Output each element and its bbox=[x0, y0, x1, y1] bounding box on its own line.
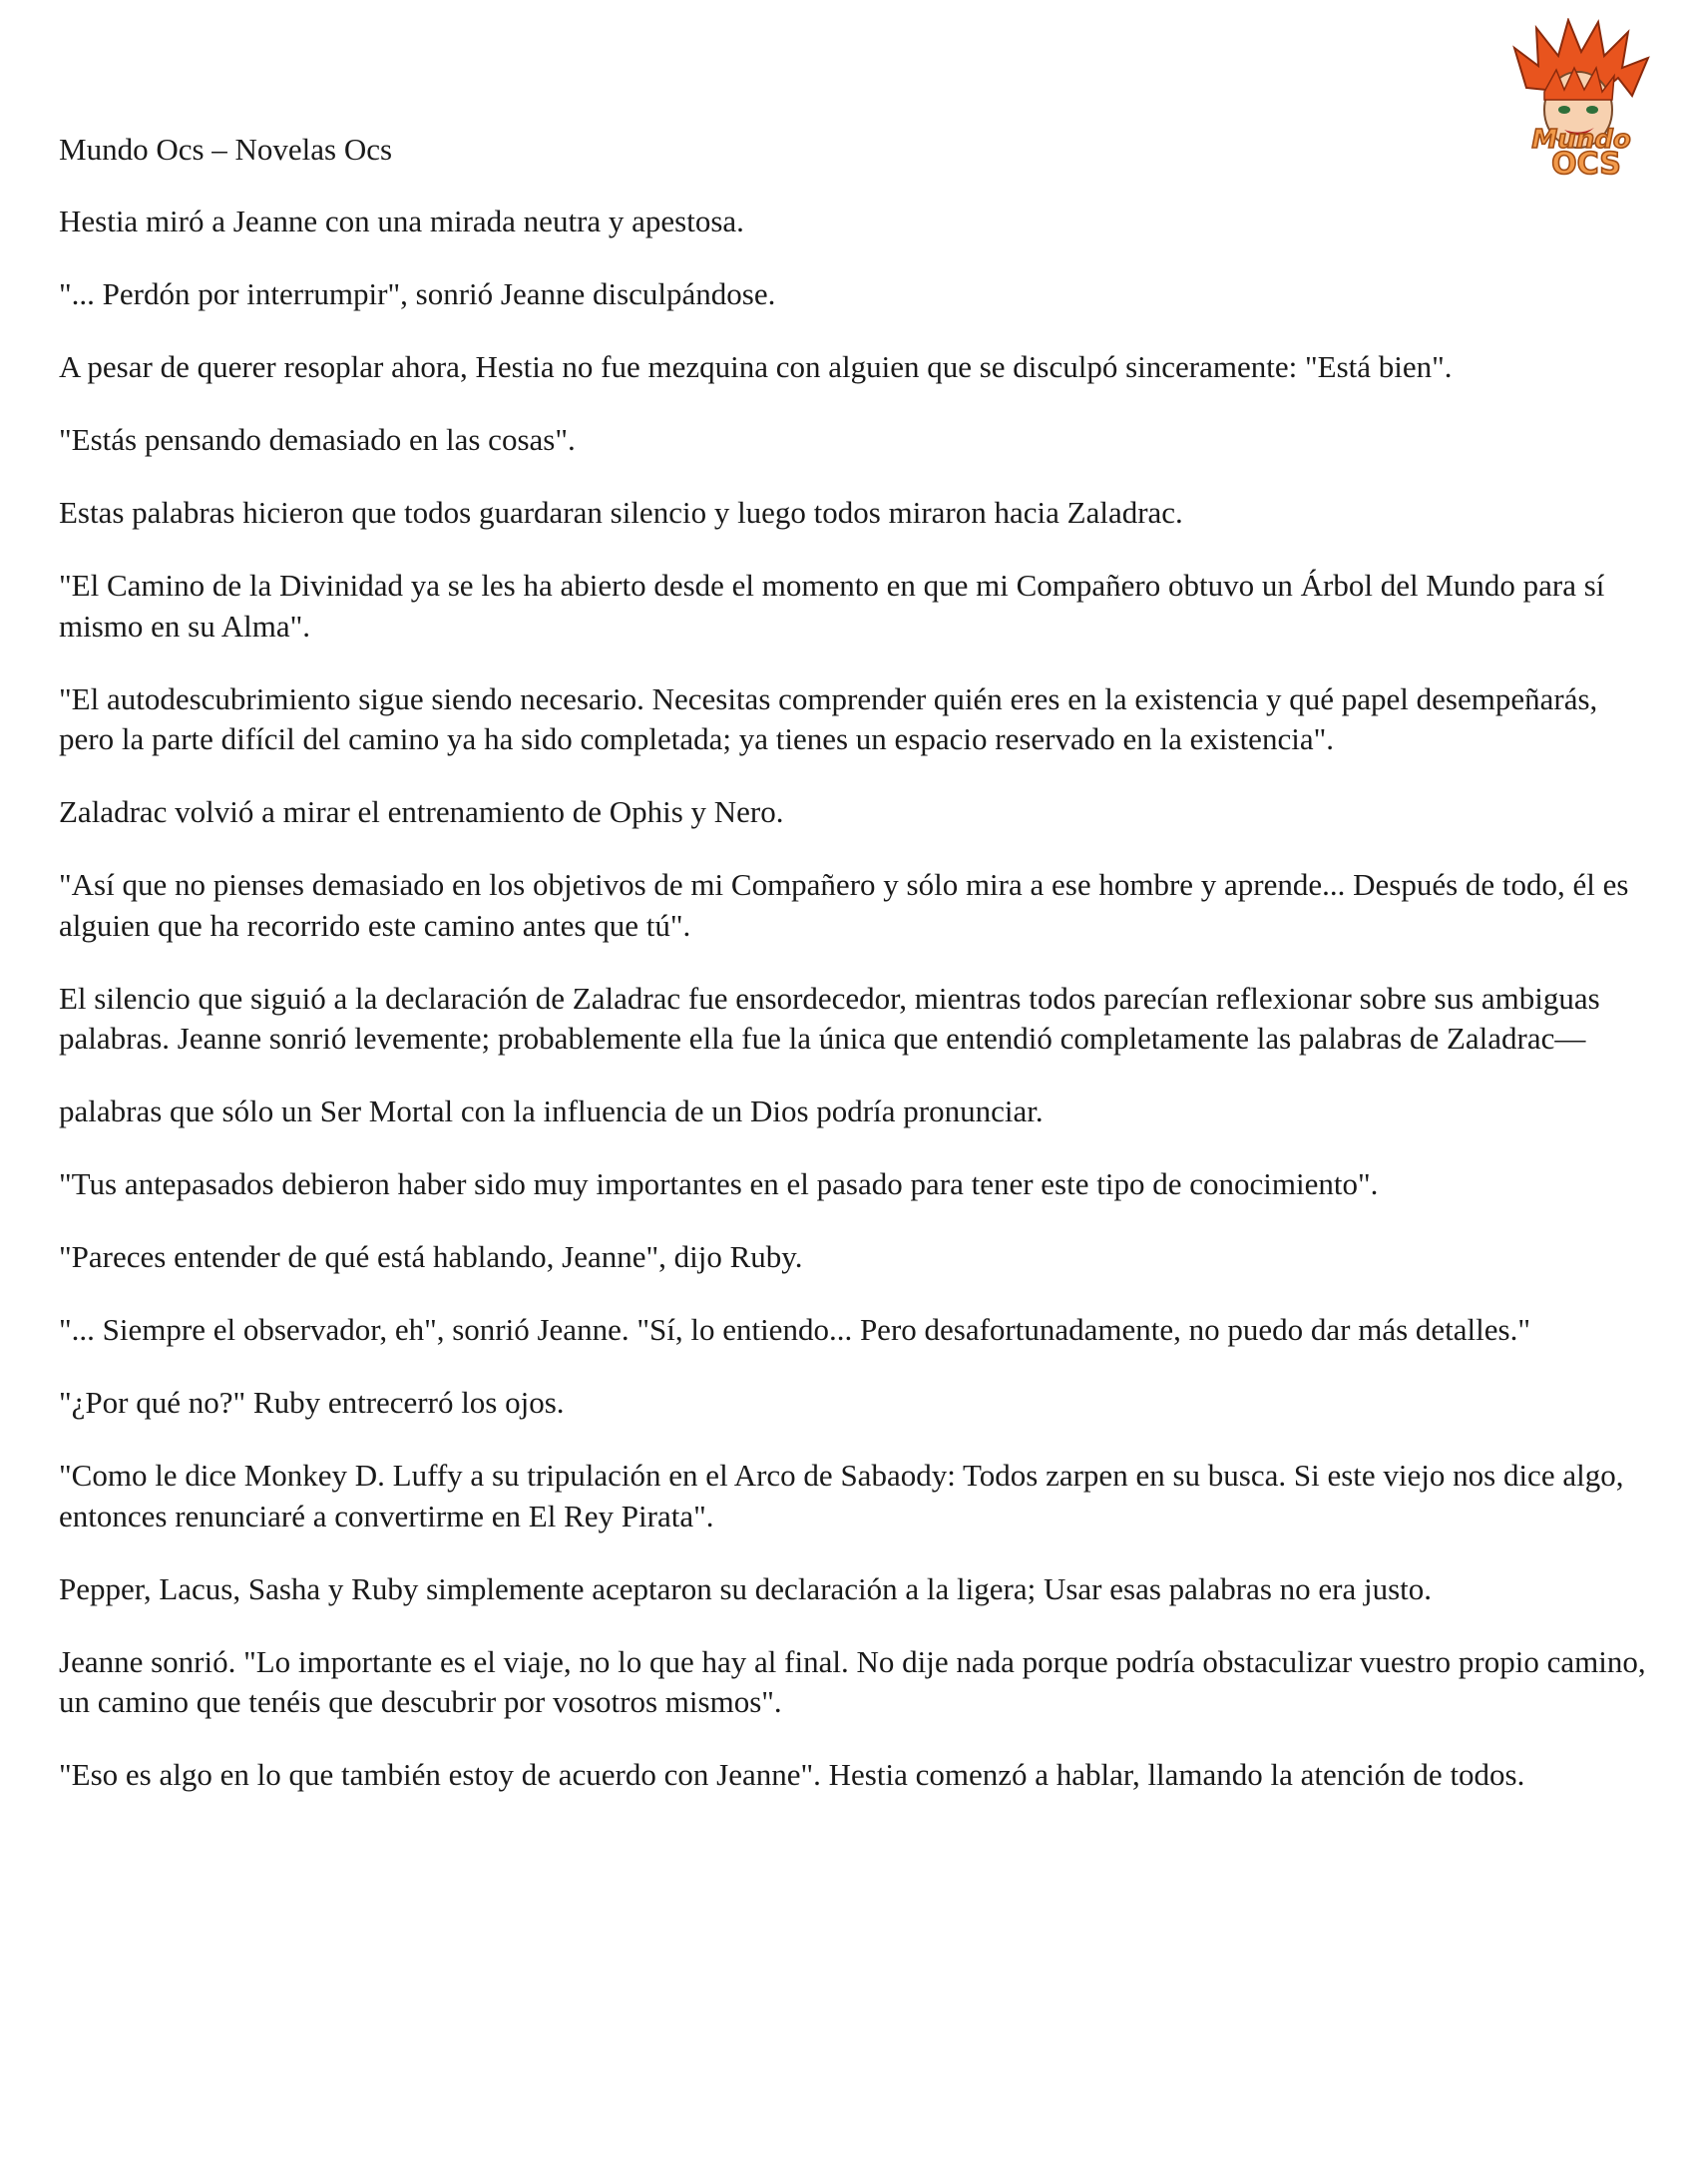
paragraph: "Así que no pienses demasiado en los objetivos de mi Compañero y sólo mira a ese hombre y aprende... Después de todo, él es alguien que ha recorrido este camino antes que tú". bbox=[59, 867, 1629, 943]
mundo-ocs-logo bbox=[1506, 18, 1656, 178]
paragraph: Pepper, Lacus, Sasha y Ruby simplemente aceptaron su declaración a la ligera; Usar esas palabras no era justo. bbox=[59, 1570, 1433, 1606]
page-header: Mundo Ocs – Novelas Ocs bbox=[59, 132, 393, 167]
paragraph: El silencio que siguió a la declaración de Zaladrac fue ensordecedor, mientras todos parecían reflexionar sobre sus ambiguas palabras. Jeanne sonrió levemente; probablemente ella fue la única que entendió completamente las palabras de Zaladrac— bbox=[59, 980, 1600, 1056]
logo-text-top: Mundo bbox=[1531, 125, 1631, 155]
logo-text-bottom: OCS bbox=[1551, 147, 1621, 178]
paragraph: "El Camino de la Divinidad ya se les ha abierto desde el momento en que mi Compañero obtuvo un Árbol del Mundo para sí mismo en su Alma". bbox=[59, 568, 1605, 644]
paragraph: "¿Por qué no?" Ruby entrecerró los ojos. bbox=[59, 1385, 565, 1420]
paragraph: palabras que sólo un Ser Mortal con la influencia de un Dios podría pronunciar. bbox=[59, 1093, 1044, 1128]
paragraph: Hestia miró a Jeanne con una mirada neutra y apestosa. bbox=[59, 204, 744, 238]
paragraph: Zaladrac volvió a mirar el entrenamiento de Ophis y Nero. bbox=[59, 794, 784, 829]
paragraph: "El autodescubrimiento sigue siendo necesario. Necesitas comprender quién eres en la existencia y qué papel desempeñarás, pero la parte difícil del camino ya ha sido completada; ya tienes un espacio reservado en la existencia". bbox=[59, 680, 1598, 756]
paragraph: "Como le dice Monkey D. Luffy a su tripulación en el Arco de Sabaody: Todos zarpen en su busca. Si este viejo nos dice algo, entonces renunciaré a convertirme en El Rey Pirata". bbox=[59, 1458, 1624, 1533]
paragraph: "Pareces entender de qué está hablando, Jeanne", dijo Ruby. bbox=[59, 1239, 803, 1274]
paragraph: "... Siempre el observador, eh", sonrió Jeanne. "Sí, lo entiendo... Pero desafortunadamente, no puedo dar más detalles." bbox=[59, 1312, 1530, 1347]
paragraph: Estas palabras hicieron que todos guardaran silencio y luego todos miraron hacia Zaladrac. bbox=[59, 495, 1183, 530]
paragraph: "Eso es algo en lo que también estoy de acuerdo con Jeanne". Hestia comenzó a hablar, llamando la atención de todos. bbox=[59, 1757, 1525, 1792]
document-body bbox=[59, 202, 1655, 1828]
paragraph: "... Perdón por interrumpir", sonrió Jeanne disculpándose. bbox=[59, 276, 776, 311]
paragraph: Jeanne sonrió. "Lo importante es el viaje, no lo que hay al final. No dije nada porque podría obstaculizar vuestro propio camino, un camino que tenéis que descubrir por vosotros mismos". bbox=[59, 1643, 1646, 1719]
paragraph: "Tus antepasados debieron haber sido muy importantes en el pasado para tener este tipo de conocimiento". bbox=[59, 1166, 1379, 1201]
logo-image bbox=[1506, 18, 1656, 178]
paragraph: "Estás pensando demasiado en las cosas". bbox=[59, 422, 576, 457]
paragraph: A pesar de querer resoplar ahora, Hestia no fue mezquina con alguien que se disculpó sinceramente: "Está bien". bbox=[59, 349, 1453, 384]
